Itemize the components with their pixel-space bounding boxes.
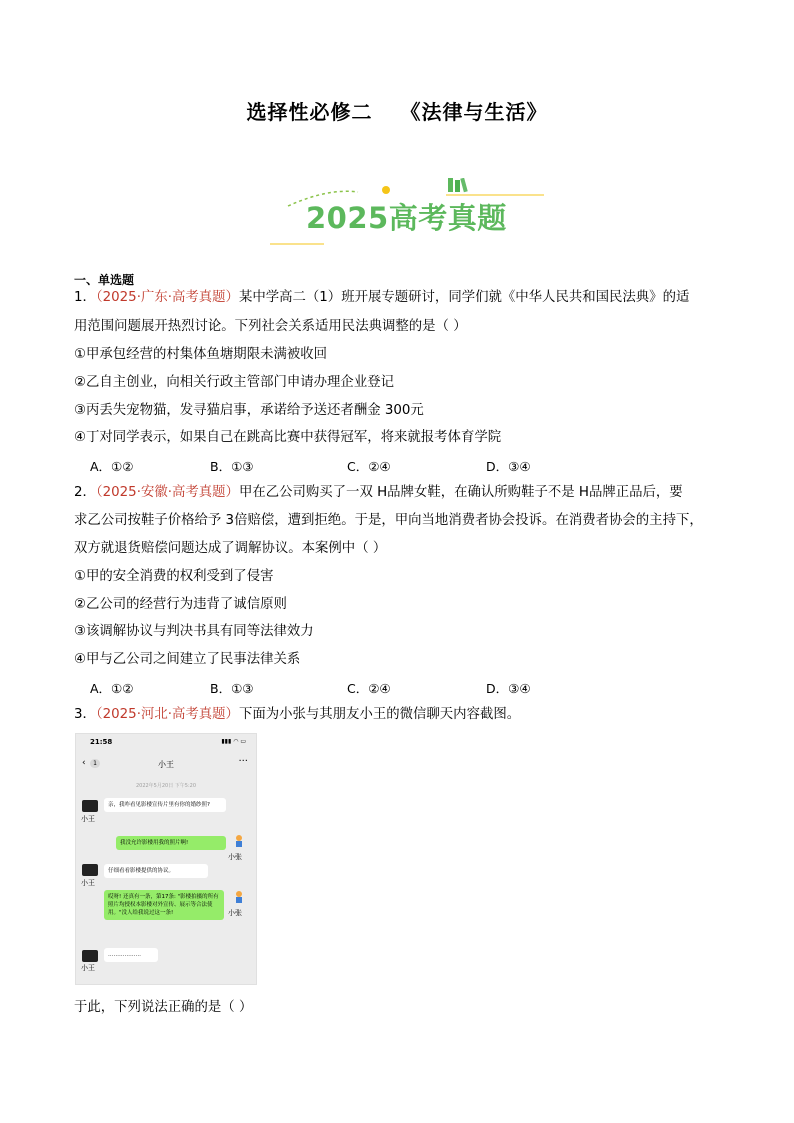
zhang-label-2: 小张 bbox=[228, 909, 242, 917]
back-icon: ‹ bbox=[82, 758, 86, 768]
q3-source: （2025·河北·高考真题） bbox=[95, 707, 239, 722]
wang-avatar bbox=[82, 800, 98, 812]
wang-label-2: 小王 bbox=[81, 879, 95, 887]
q1-item-4: ④丁对同学表示，如果自己在跳高比赛中获得冠军，将来就报考体育学院 bbox=[74, 430, 502, 445]
wang-label-3: 小王 bbox=[81, 964, 95, 972]
phone-status-bar bbox=[76, 734, 256, 748]
message-4: 哎呀! 还真有一条，第17条: "影楼拍摄的所有照片均授权本影楼对外宣传、展示等合法使用。"没人给我说过这一条! bbox=[104, 890, 224, 920]
q2-item-2: ②乙公司的经营行为违背了诚信原则 bbox=[74, 597, 287, 612]
q2-source: （2025·安徽·高考真题） bbox=[95, 485, 239, 500]
q3-stem-1: 下面为小张与其朋友小王的微信聊天内容截图。 bbox=[238, 707, 521, 722]
q2-option-a[interactable]: A．①② bbox=[90, 681, 134, 696]
message-5: ……………… bbox=[104, 948, 158, 962]
q2-option-b[interactable]: B．①③ bbox=[210, 681, 254, 696]
q2-option-c[interactable]: C．②④ bbox=[347, 681, 391, 696]
q2-number: 2． bbox=[74, 485, 96, 500]
q1-option-b[interactable]: B．①③ bbox=[210, 459, 254, 474]
q2-stem-1: 甲在乙公司购买了一双 H品牌女鞋，在确认所购鞋子不是 H品牌正品后，要 bbox=[238, 485, 683, 500]
q1-number: 1． bbox=[74, 290, 96, 305]
q1-line2: 用范围问题展开热烈讨论。下列社会关系适用民法典调整的是（ ） bbox=[74, 319, 467, 334]
chat-date: 2022年5月20日 下午5:20 bbox=[135, 783, 197, 789]
q3-line1 bbox=[74, 706, 520, 724]
q1-item-3: ③丙丢失宠物猫，发寻猫启事，承诺给予送还者酬金 300元 bbox=[74, 403, 424, 418]
message-2: 我没允许影楼用我的照片啊! bbox=[116, 836, 226, 850]
q1-option-c[interactable]: C．②④ bbox=[347, 459, 391, 474]
q3-prompt: 于此，下列说法正确的是（ ） bbox=[74, 1000, 253, 1015]
q2-line1 bbox=[74, 484, 683, 502]
message-1: 亲，我咋看见影楼宣传片里有你的婚纱照? bbox=[104, 798, 226, 812]
q3-number: 3． bbox=[74, 707, 96, 722]
title-left: 选择性必修二 bbox=[246, 100, 373, 124]
q2-item-3: ③该调解协议与判决书具有同等法律效力 bbox=[74, 624, 314, 639]
wang-label-1: 小王 bbox=[81, 815, 95, 823]
q1-source: （2025·广东·高考真题） bbox=[95, 290, 239, 305]
q2-line2: 求乙公司按鞋子价格给予 3倍赔偿，遭到拒绝。于是，甲向当地消费者协会投诉。在消费者协会的主持下， bbox=[74, 513, 703, 528]
q1-option-a[interactable]: A．①② bbox=[90, 459, 134, 474]
wechat-screenshot bbox=[75, 733, 257, 985]
q1-stem-1: 某中学高二（1）班开展专题研讨，同学们就《中华人民共和国民法典》的适 bbox=[238, 290, 690, 305]
q2-line3: 双方就退货赔偿问题达成了调解协议。本案例中（ ） bbox=[74, 541, 387, 556]
chat-header bbox=[76, 754, 256, 774]
banner-title: 2025高考真题 bbox=[306, 201, 507, 235]
q2-item-4: ④甲与乙公司之间建立了民事法律关系 bbox=[74, 652, 301, 667]
q1-option-d[interactable]: D．③④ bbox=[486, 459, 531, 474]
wang-avatar-3 bbox=[82, 950, 98, 962]
zhang-label-1: 小张 bbox=[228, 853, 242, 861]
chat-contact-name: 小王 bbox=[158, 760, 174, 769]
zhang-avatar-icon-2 bbox=[232, 890, 246, 906]
zhang-avatar-icon bbox=[232, 834, 246, 850]
status-time: 21:58 bbox=[90, 738, 113, 746]
section-heading: 一、单选题 bbox=[74, 273, 135, 287]
q1-line1 bbox=[74, 289, 689, 307]
q1-item-2: ②乙自主创业，向相关行政主管部门申请办理企业登记 bbox=[74, 375, 394, 390]
more-icon: ··· bbox=[238, 756, 248, 767]
document-title bbox=[0, 96, 794, 125]
q2-item-1: ①甲的安全消费的权利受到了侵害 bbox=[74, 569, 274, 584]
signal-icon: ▮▮▮ ◠ ▭ bbox=[221, 738, 246, 745]
wang-avatar-2 bbox=[82, 864, 98, 876]
title-right: 《法律与生活》 bbox=[400, 100, 548, 124]
q2-option-d[interactable]: D．③④ bbox=[486, 681, 531, 696]
message-3: 仔细看看影楼提供的协议。 bbox=[104, 864, 208, 878]
unread-badge: 1 bbox=[90, 759, 100, 768]
q1-item-1: ①甲承包经营的村集体鱼塘期限未满被收回 bbox=[74, 347, 328, 362]
